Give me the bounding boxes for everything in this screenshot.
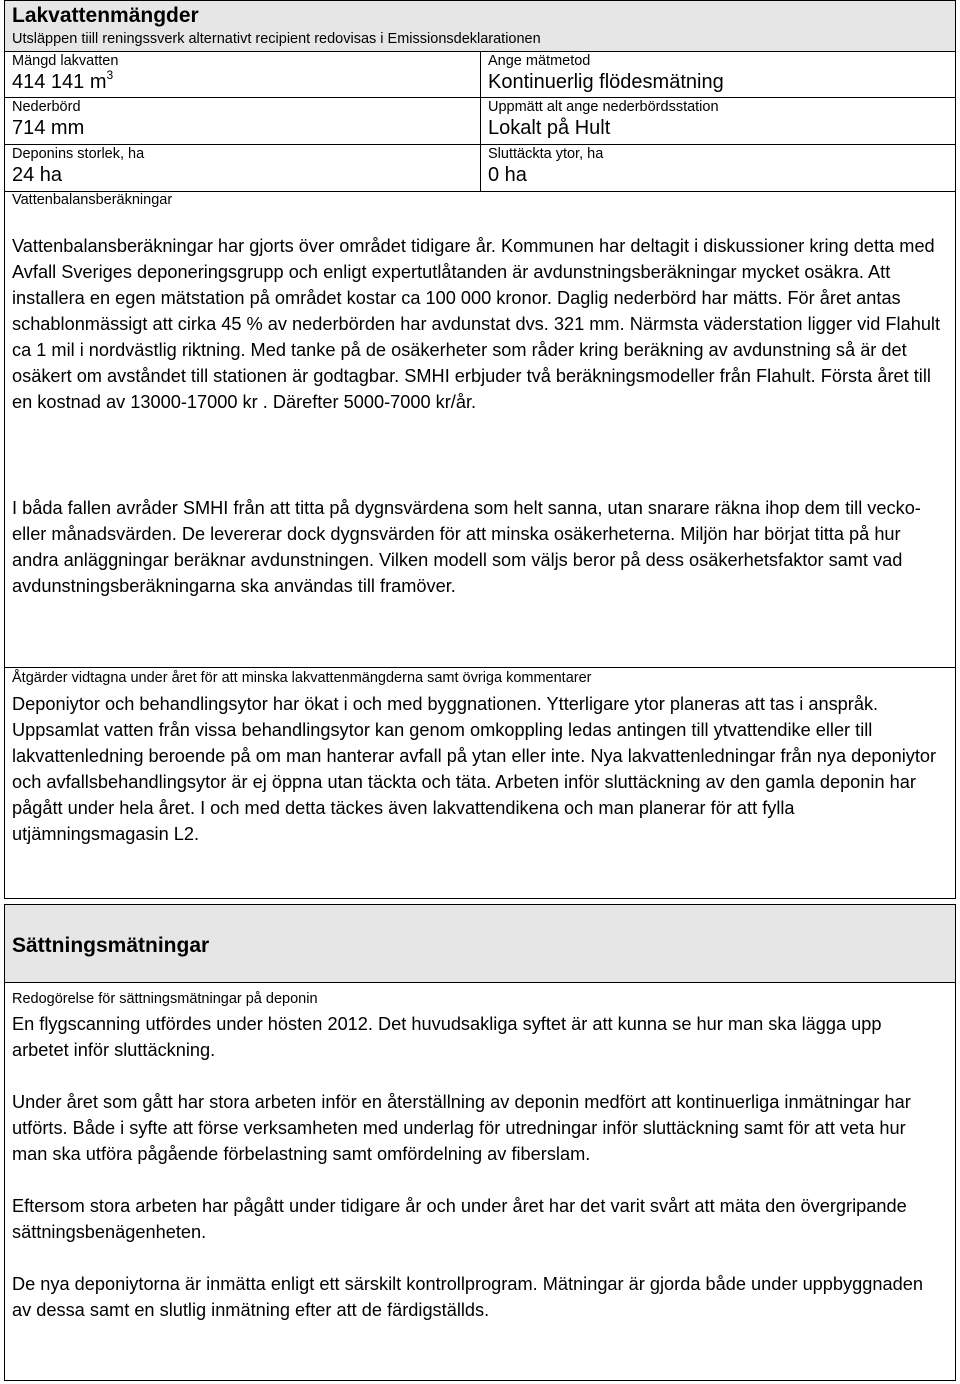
mangd-number: 414 141 m [12, 71, 107, 93]
sattning-paragraph-3: Eftersom stora arbeten har pågått under tidigare år och under året har det varit svårt att mäta den övergripande sättningsbenägenheten. [12, 1196, 907, 1242]
section-title: Lakvattenmängder [12, 4, 199, 27]
matmetod-value: Kontinuerlig flödesmätning [488, 71, 724, 93]
vattenbalans-paragraph-1: Vattenbalansberäkningar har gjorts över området tidigare år. Kommunen har deltagit i diskussioner kring detta med Avfall Sveriges deponeringsgrupp och enligt expertutlåtanden är avdunstningsberäkningar mycket osäkra. Att installera en egen mätstation på området kostar ca 100 000 kronor. Daglig nederbörd har mätts. För året antas schablonmässigt att cirka 45 % av nederbörden har avdunstat dvs. 321 mm. Närmsta väderstation ligger vid Flahult ca 1 mil i nordvästlig riktning. Med tanke på de osäkerheter som råder kring beräkning av avdunstning så är det osäkert om avståndet till stationen är godtagbar. SMHI erbjuder två beräkningsmodeller från Flahult. Första året till en kostnad av 13000-17000 kr . Därefter 5000-7000 kr/år. [12, 236, 941, 412]
matmetod-label: Ange mätmetod [488, 53, 591, 69]
sluttackta-value: 0 ha [488, 164, 527, 186]
mangd-lakvatten-label: Mängd lakvatten [12, 53, 119, 69]
mangd-unit-exponent: 3 [106, 68, 114, 82]
section-subtitle: Utsläppen tiill reningssverk alternativt recipient redovisas i Emissionsdeklarationen [12, 31, 541, 47]
atgarder-divider [5, 667, 955, 668]
mangd-lakvatten-value [12, 68, 114, 94]
vattenbalans-paragraph-2: I båda fallen avråder SMHI från att titta på dygnsvärdena som helt sanna, utan snarare räkna ihop dem till vecko- eller månadsvärden. De levererar dock dygnsvärden för att minska osäkerheterna. Miljön har börjat titta på hur andra anläggningar beräknar avdunstningen. Vilken modell som väljs beror på dess osäkerhetsfaktor samt vad avdunstningsberäkningarna ska användas till framöver. [12, 498, 921, 596]
sattning-paragraph-4: De nya deponiytorna är inmätta enligt ett särskilt kontrollprogram. Mätningar är gjorda både under uppbyggnaden av dessa samt en slutlig inmätning efter att de färdigställds. [12, 1274, 923, 1320]
atgarder-paragraph: Deponiytor och behandlingsytor har ökat i och med byggnationen. Ytterligare ytor planeras att tas i anspråk. Uppsamlat vatten från vissa behandlingsytor kan genom omkoppling ledas antingen till ytvattendike eller till lakvattenledning beroende på om man hanterar avfall på ytan eller inte. Nya lakvattenledningar från nya deponiytor och avfallsbehandlingsytor är ej öppna utan täckta och täta. Arbeten inför sluttäckning av den gamla deponin har pågått under hela året. I och med detta täckes även lakvattendikena och man planerar för att fylla utjämningsmagasin L2. [12, 694, 937, 844]
vattenbalans-label: Vattenbalansberäkningar [12, 192, 173, 208]
sattning-header-divider [5, 982, 955, 983]
atgarder-label: Åtgärder vidtagna under året för att minska lakvattenmängderna samt övriga kommentarer [12, 670, 592, 686]
field-row-divider-1 [5, 97, 955, 98]
field-column-divider [480, 51, 481, 191]
field-row-divider-2 [5, 144, 955, 145]
nederbord-value: 714 mm [12, 117, 85, 139]
deponi-storlek-label: Deponins storlek, ha [12, 146, 145, 162]
nederbordsstation-value: Lokalt på Hult [488, 117, 611, 139]
sattning-paragraph-1: En flygscanning utfördes under hösten 2012. Det huvudsakliga syftet är att kunna se hur man ska lägga upp arbetet inför sluttäckning. [12, 1014, 882, 1060]
nederbord-label: Nederbörd [12, 99, 81, 115]
sattning-title: Sättningsmätningar [12, 934, 210, 957]
sattning-paragraph-2: Under året som gått har stora arbeten inför en återställning av deponin medfört att kontinuerliga inmätningar har utförts. Både i syfte att förse verksamheten med underlag för utredningar inför sluttäckning samt för att veta hur man ska utföra pågående förbelastning samt omfördelning av fiberslam. [12, 1092, 911, 1164]
sattning-label: Redogörelse för sättningsmätningar på deponin [12, 991, 318, 1007]
nederbordsstation-label: Uppmätt alt ange nederbördsstation [488, 99, 719, 115]
deponi-storlek-value: 24 ha [12, 164, 63, 186]
sluttackta-label: Sluttäckta ytor, ha [488, 146, 604, 162]
